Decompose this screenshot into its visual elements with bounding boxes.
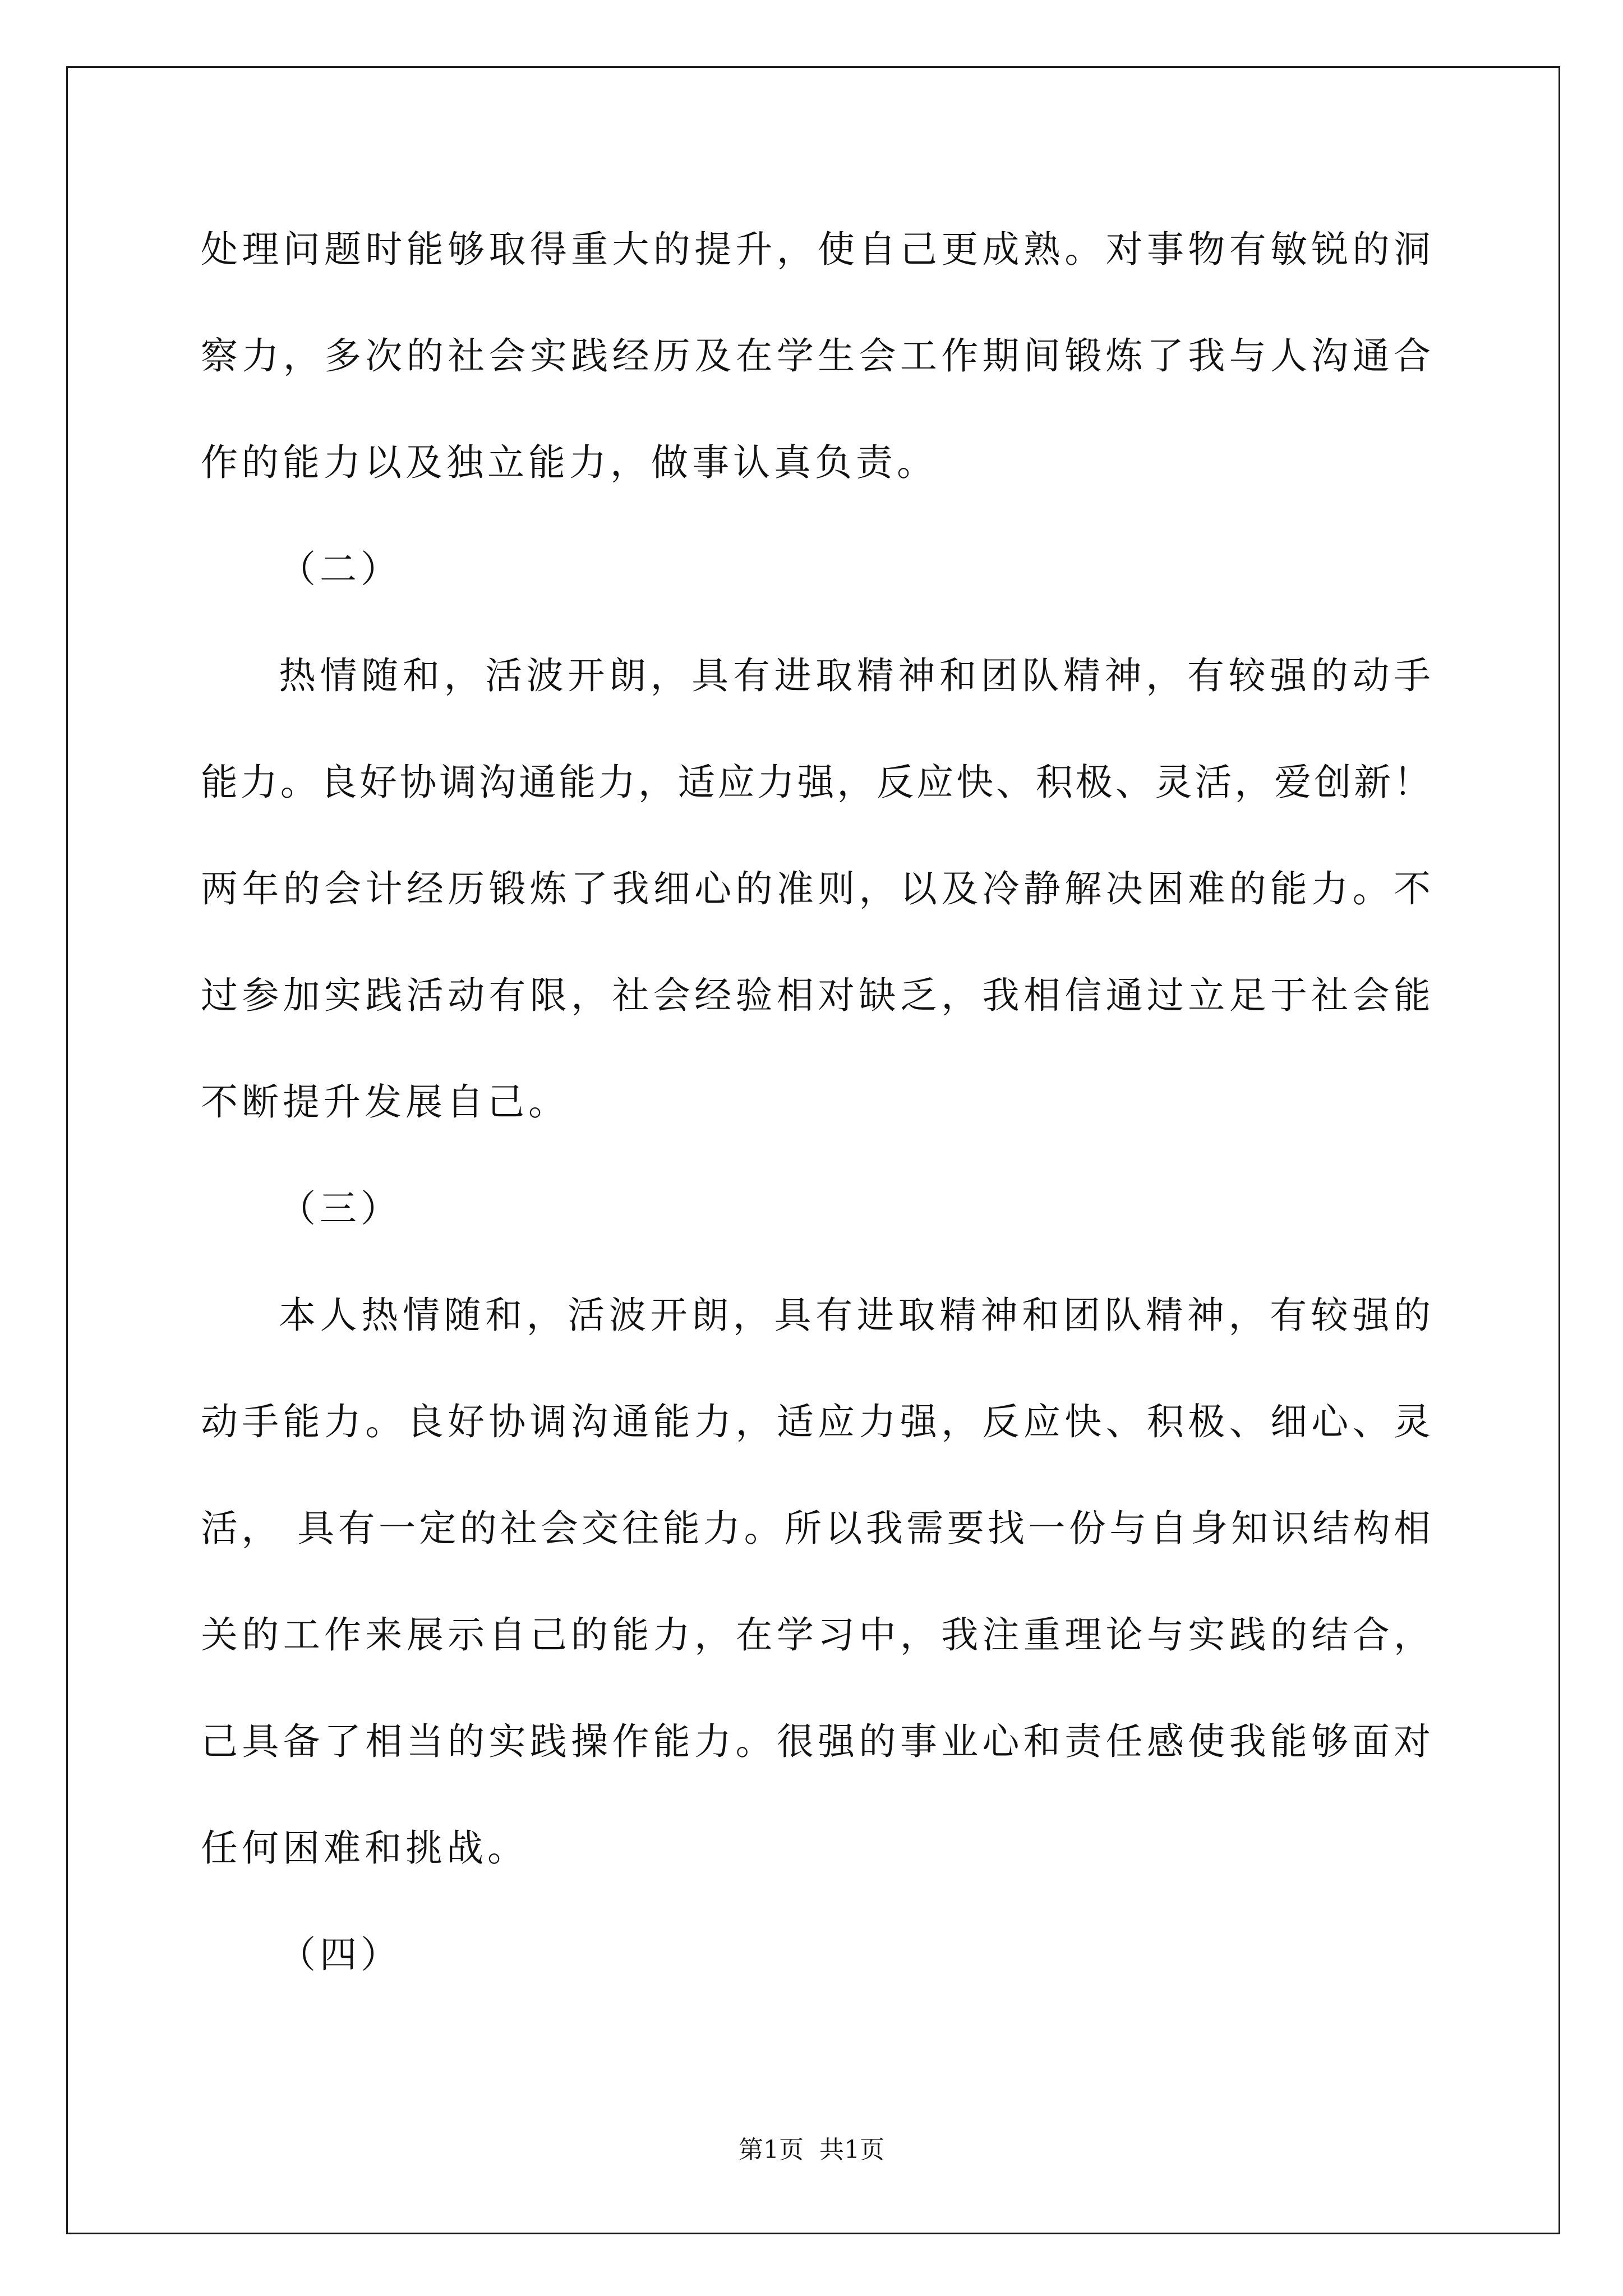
text-line: 本人热情随和，活波开朗，具有进取精神和团队精神，有较强的 [279,1294,1431,1337]
text-line: 己具备了相当的实践操作能力。很强的事业心和责任感使我能够面对 [201,1720,1431,1763]
text-line: 动手能力。良好协调沟通能力，适应力强，反应快、积极、细心、灵 [201,1400,1431,1443]
text-line: 不断提升发展自己。 [201,1080,569,1124]
text-line: 热情随和，活波开朗，具有进取精神和团队精神，有较强的动手 [279,654,1431,697]
text-line: 两年的会计经历锻炼了我细心的准则，以及冷静解决困难的能力。不 [201,867,1431,910]
text-line: 任何困难和挑战。 [201,1826,528,1870]
document-body [201,196,1431,2008]
text-line: 活， 具有一定的社会交往能力。所以我需要找一份与自身知识结构相 [201,1507,1431,1550]
page-number-footer: 第1页 共1页 [739,2136,884,2164]
text-line: 作的能力以及独立能力，做事认真负责。 [201,441,938,484]
text-line: 过参加实践活动有限，社会经验相对缺乏，我相信通过立足于社会能 [201,974,1431,1017]
section-heading: （四） [279,1933,402,1976]
text-line: 处理问题时能够取得重大的提升，使自己更成熟。对事物有敏锐的洞 [201,228,1431,271]
section-heading: （二） [279,547,402,591]
text-line: 关的工作来展示自己的能力，在学习中，我注重理论与实践的结合， [201,1613,1431,1657]
text-line: 察力，多次的社会实践经历及在学生会工作期间锻炼了我与人沟通合 [201,334,1431,378]
section-heading: （三） [279,1187,402,1230]
text-line: 能力。良好协调沟通能力，适应力强，反应快、积极、灵活，爱创新！ [201,761,1431,804]
